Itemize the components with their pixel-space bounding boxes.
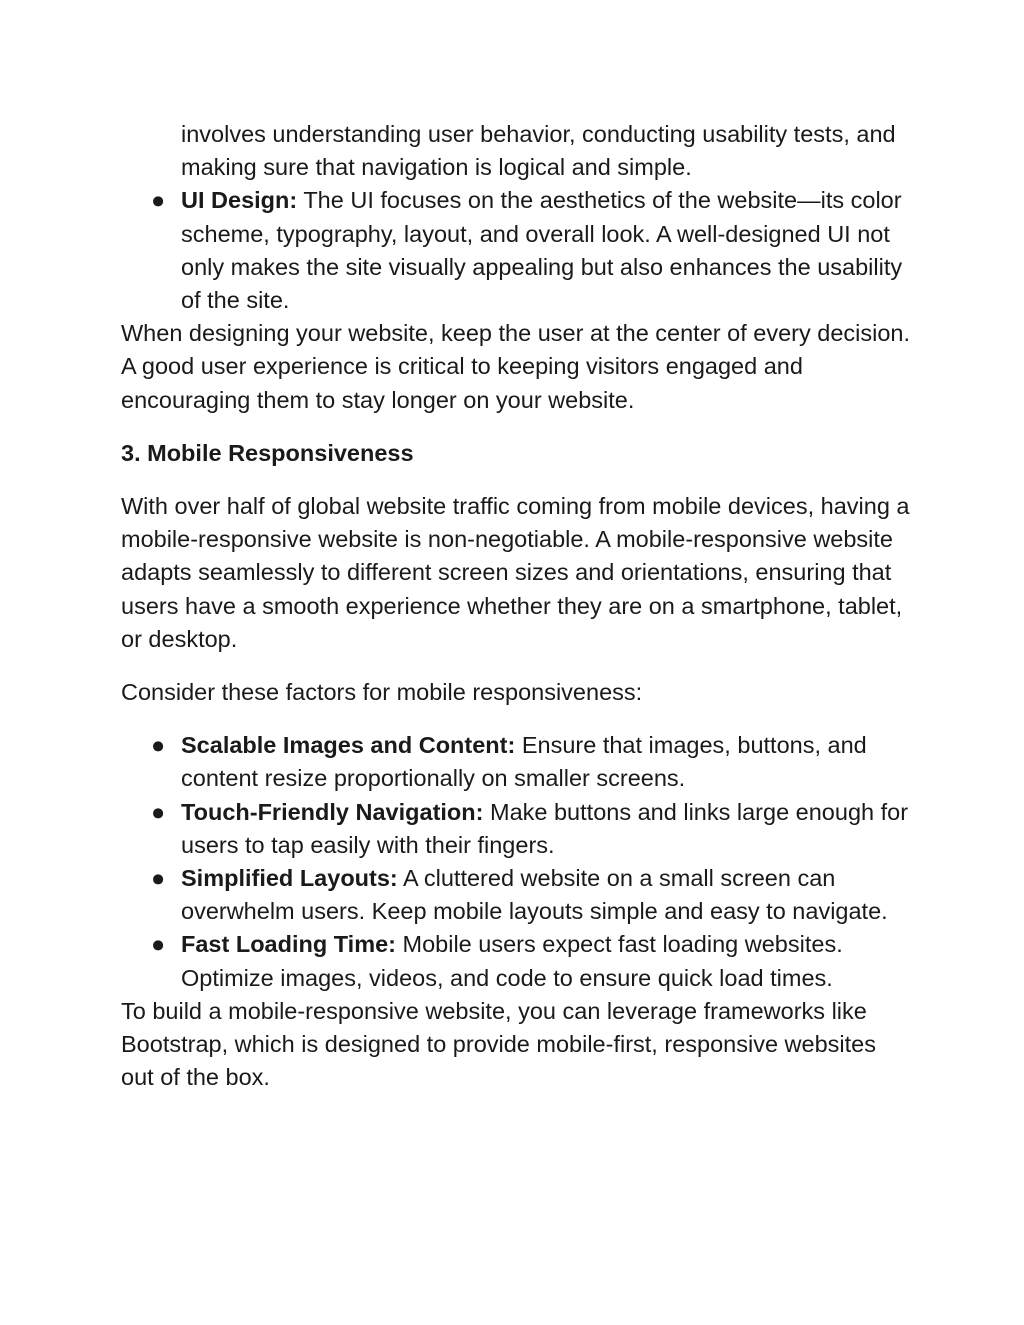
ux-bullet-continuation: involves understanding user behavior, conducting usability tests, and making sure that navigation is logical and simple.: [181, 121, 896, 181]
bullet-text: Mobile users expect fast loading websites. Optimize images, videos, and code to ensure quick load times.: [181, 931, 843, 991]
bullet-term: Scalable Images and Content:: [181, 732, 516, 759]
list-item-fast-loading: [121, 928, 911, 994]
factors-intro: Consider these factors for mobile responsiveness:: [121, 679, 643, 706]
factors-list: [121, 729, 911, 995]
closing-paragraph: To build a mobile-responsive website, you can leverage frameworks like Bootstrap, which is designed to provide mobile-first, responsive websites out of the box.: [121, 997, 876, 1091]
bullet-dot-icon: ●: [151, 798, 166, 825]
bullet-term: Simplified Layouts:: [181, 865, 398, 892]
mobile-paragraph: With over half of global website traffic coming from mobile devices, having a mobile-responsive website is non-negotiable. A mobile-responsive website adapts seamlessly to different screen sizes and orientations, ensuring that users have a smooth experience whether they are on a smartphone, tablet, or desktop.: [121, 493, 910, 652]
bullet-text: Make buttons and links large enough for users to tap easily with their fingers.: [181, 798, 909, 858]
bullet-dot-icon: ●: [151, 187, 166, 214]
section-heading: 3. Mobile Responsiveness: [121, 439, 414, 466]
list-item-ui-design: [121, 184, 911, 317]
list-item-touch-friendly: [121, 796, 911, 862]
ux-paragraph: When designing your website, keep the user at the center of every decision. A good user experience is critical to keeping visitors engaged and encouraging them to stay longer on your website.: [121, 320, 911, 413]
bullet-text: Ensure that images, buttons, and content resize proportionally on smaller screens.: [181, 732, 867, 792]
bullet-dot-icon: ●: [151, 865, 166, 892]
ux-ui-list: [121, 184, 911, 317]
list-item-simplified-layouts: [121, 862, 911, 928]
bullet-text: The UI focuses on the aesthetics of the website—its color scheme, typography, layout, and overall look. A well-designed UI not only makes the site visually appealing but also enhances the usability of the site.: [181, 187, 903, 314]
bullet-dot-icon: ●: [151, 931, 166, 958]
list-item-scalable-images: [121, 729, 911, 795]
bullet-term: Touch-Friendly Navigation:: [181, 798, 484, 825]
bullet-text: A cluttered website on a small screen can overwhelm users. Keep mobile layouts simple and easy to navigate.: [181, 865, 888, 925]
bullet-dot-icon: ●: [151, 732, 166, 759]
document-page: [121, 118, 911, 1114]
bullet-term: UI Design:: [181, 187, 298, 214]
bullet-term: Fast Loading Time:: [181, 931, 396, 958]
